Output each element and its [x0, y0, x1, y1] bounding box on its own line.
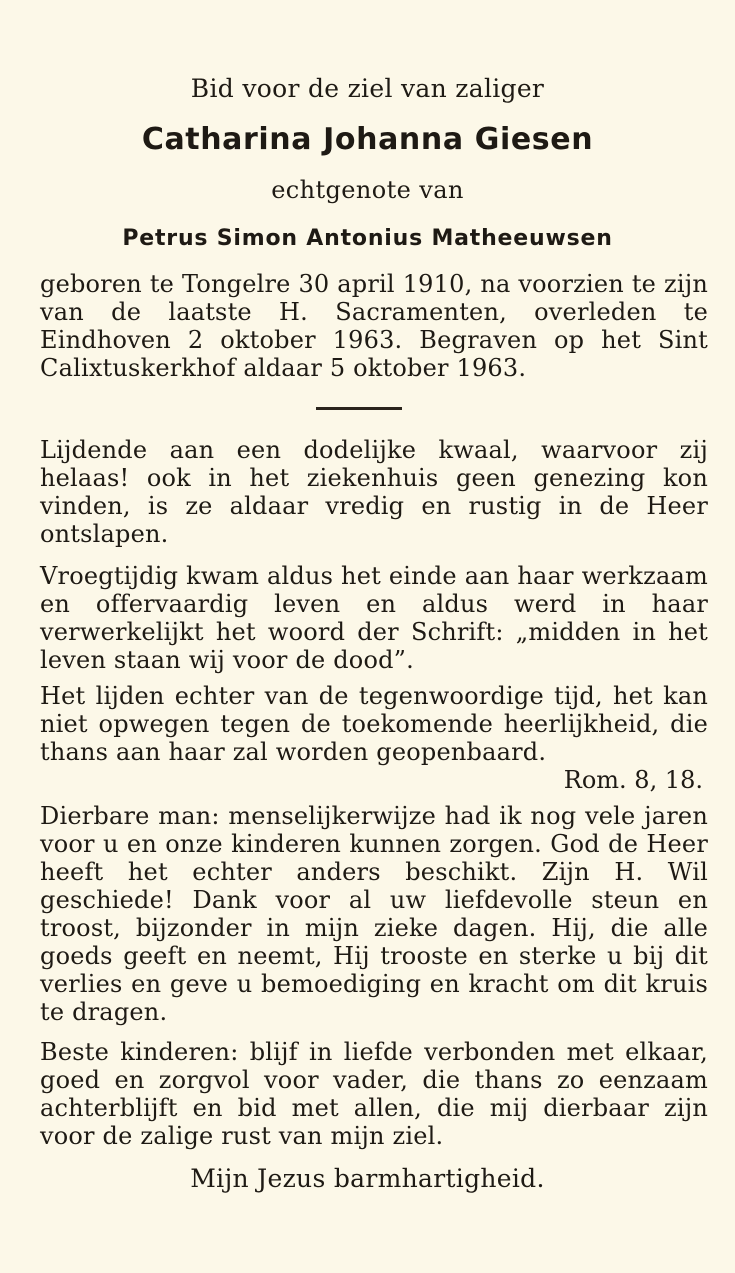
divider — [316, 407, 402, 410]
paragraph-husband: Dierbare man: menselijkerwijze had ik nog vele jaren voor u en onze kinderen kunnen zorgen. God de Heer heeft het echter anders beschikt. Zijn H. Wil geschiede! Dank voor al uw liefdevolle steun en troost, bijzonder in mijn zieke dagen. Hij, die alle goeds geeft en neemt, Hij trooste en sterke u bij dit verlies en geve u bemoediging en kracht om dit kruis te dragen. — [40, 802, 708, 1026]
birth-death-paragraph: geboren te Tongelre 30 april 1910, na voorzien te zijn van de laatste H. Sacramenten, overleden te Eindhoven 2 oktober 1963. Begraven op het Sint Calixtuskerkhof aldaar 5 oktober 1963. — [40, 270, 708, 382]
deceased-name: Catharina Johanna Giesen — [141, 122, 594, 157]
paragraph-illness: Lijdende aan een dodelijke kwaal, waarvoor zij helaas! ook in het ziekenhuis geen genezing kon vinden, is ze aldaar vredig en rustig in de Heer ontslapen. — [40, 436, 708, 548]
closing-prayer: Mijn Jezus barmhartigheid. — [190, 1164, 545, 1193]
paragraph-children: Beste kinderen: blijf in liefde verbonden met elkaar, goed en zorgvol voor vader, die thans zo eenzaam achterblijft en bid met allen, die mij dierbaar zijn voor de zalige rust van mijn ziel. — [40, 1038, 708, 1150]
spouse-intro: echtgenote van — [271, 176, 464, 204]
intro-line: Bid voor de ziel van zaliger — [190, 74, 545, 103]
scripture-reference: Rom. 8, 18. — [563, 766, 703, 794]
spouse-name: Petrus Simon Antonius Matheeuwsen — [122, 226, 613, 251]
paragraph-scripture: Vroegtijdig kwam aldus het einde aan haar werkzaam en offervaardig leven en aldus werd in haar verwerkelijkt het woord der Schrift: „midden in het leven staan wij voor de dood”. — [40, 562, 708, 674]
paragraph-suffering: Het lijden echter van de tegenwoordige tijd, het kan niet opwegen tegen de toekomende heerlijkheid, die thans aan haar zal worden geopenbaard. — [40, 682, 708, 766]
